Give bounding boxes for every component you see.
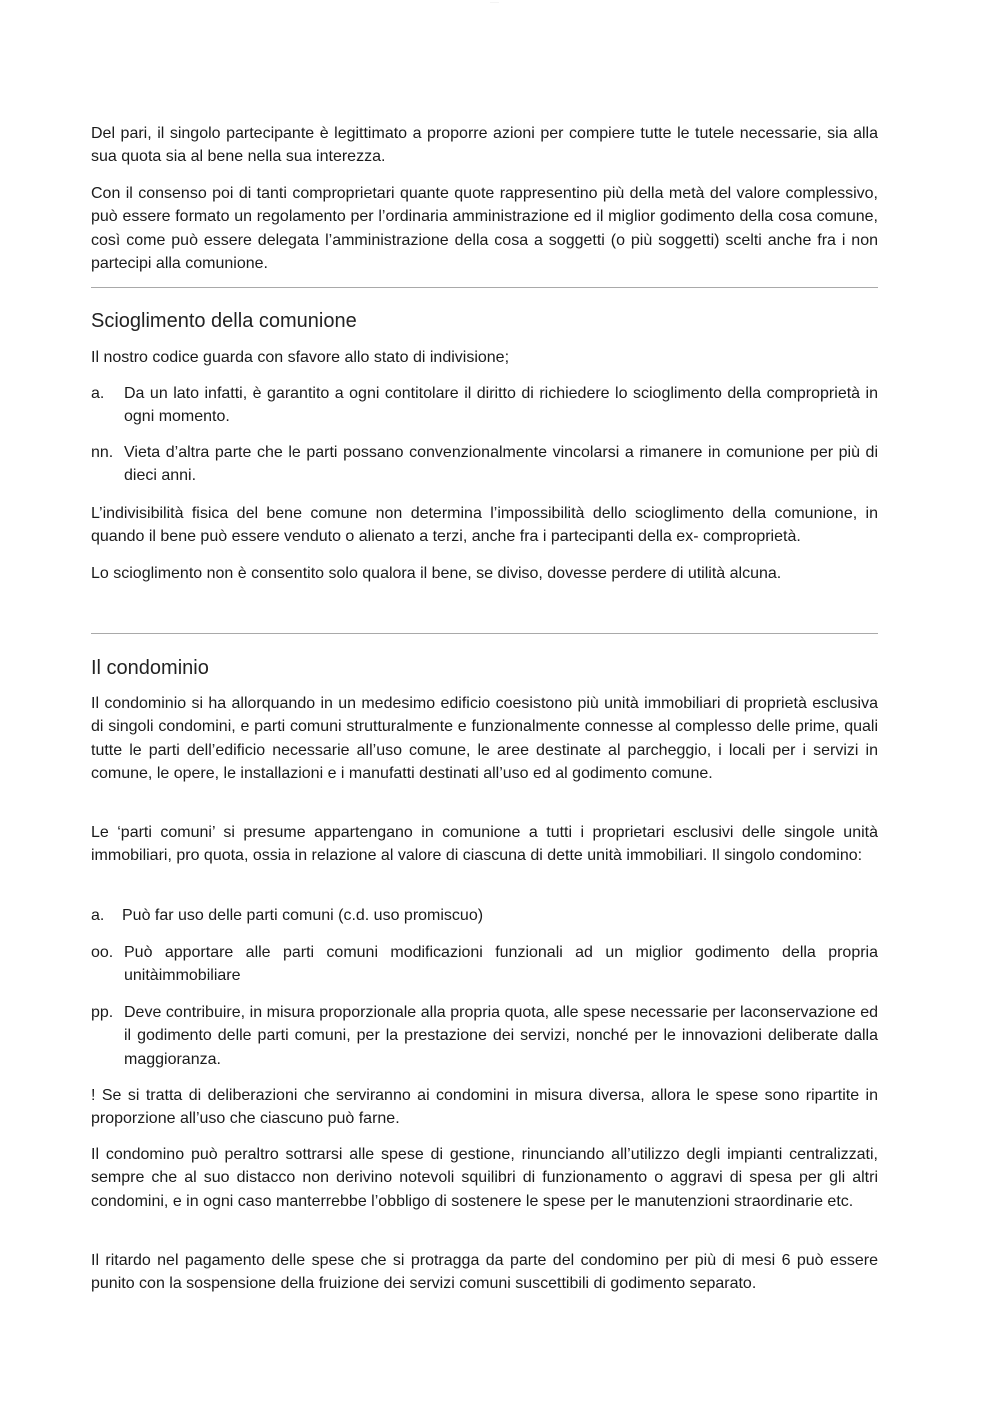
paragraph: L’indivisibilità fisica del bene comune non determina l’impossibilità dello scioglimento della comunione, in quando il bene può essere venduto o alienato a terzi, anche fra i partecipanti della ex- comproprietà. (91, 505, 878, 546)
paragraph: Il ritardo nel pagamento delle spese che si protragga da parte del condomino per più di mesi 6 può essere punito con la sospensione della fruizione dei servizi comuni suscettibili di godimento separato. (91, 1252, 878, 1293)
list-item (91, 941, 878, 988)
list-item-text: Deve contribuire, in misura proporzionale alla propria quota, alle spese necessarie per laconservazione ed il godimento delle parti comuni, per la prestazione dei servizi, nonché per le innovazioni deliberate dalla maggioranza. (124, 1004, 878, 1068)
list-item (91, 904, 878, 927)
paragraph: Il nostro codice guarda con sfavore allo stato di indivisione; (91, 349, 510, 366)
list-item-text: Può apportare alle parti comuni modificazioni funzionali ad un miglior godimento della propria unitàimmobiliare (124, 944, 878, 985)
list-marker: a. (91, 385, 105, 402)
list-marker: pp. (91, 1004, 114, 1021)
paragraph: ! Se si tratta di deliberazioni che serviranno ai condomini in misura diversa, allora le spese sono ripartite in proporzione all’uso che ciascuno può farne. (91, 1087, 878, 1128)
paragraph: Il condominio si ha allorquando in un medesimo edificio coesistono più unità immobiliari di proprietà esclusiva di singoli condomini, e parti comuni strutturalmente e funzionalmente connesse al complesso delle prime, quali tutte le parti dell’edificio necessarie all’uso comune, le aree destinate al parcheggio, i locali per i servizi in comune, le opere, le installazioni e i manufatti destinati all’uso ed al godimento comune. (91, 695, 878, 783)
paragraph: Il condomino può peraltro sottrarsi alle spese di gestione, rinunciando all’utilizzo degli impianti centralizzati, sempre che al suo distacco non derivino notevoli squilibri di funzionamento o aggravi di spesa per gli altri condomini, e in ogni caso manterrebbe l’obbligo di sostenere le spese per le manutenzioni straordinarie etc. (91, 1146, 878, 1210)
list-item (91, 1001, 878, 1071)
list-item-text: Da un lato infatti, è garantito a ogni contitolare il diritto di richiedere lo scioglimento della comproprietà in ogni momento. (124, 385, 878, 426)
list-item-text: Può far uso delle parti comuni (c.d. uso promiscuo) (122, 907, 484, 924)
section-heading: Scioglimento della comunione (91, 310, 357, 332)
list-item-text: Vieta d’altra parte che le parti possano convenzionalmente vincolarsi a rimanere in comunione per più di dieci anni. (124, 444, 878, 485)
list-marker: nn. (91, 444, 114, 461)
section-divider (91, 287, 878, 288)
section-divider (91, 633, 878, 634)
paragraph: Le ‘parti comuni’ si presume appartengano in comunione a tutti i proprietari esclusivi delle singole unità immobiliari, pro quota, ossia in relazione al valore di ciascuna di dette unità immobiliari. Il singolo condomino: (91, 824, 878, 865)
list-marker: oo. (91, 944, 114, 961)
list-item (91, 441, 878, 488)
paragraph: Con il consenso poi di tanti comproprietari quante quote rappresentino più della metà del valore complessivo, può essere formato un regolamento per l’ordinaria amministrazione ed il miglior godimento della cosa comune, così come può essere delegata l’amministrazione della cosa a soggetti (o più soggetti) scelti anche fra i non partecipi alla comunione. (91, 185, 878, 273)
section-heading: Il condominio (91, 657, 209, 679)
header-mark: ——— (490, 0, 499, 4)
paragraph: Del pari, il singolo partecipante è legittimato a proporre azioni per compiere tutte le tutele necessarie, sia alla sua quota sia al bene nella sua interezza. (91, 125, 878, 166)
list-item (91, 382, 878, 429)
paragraph: Lo scioglimento non è consentito solo qualora il bene, se diviso, dovesse perdere di utilità alcuna. (91, 565, 782, 582)
list-marker: a. (91, 907, 105, 924)
